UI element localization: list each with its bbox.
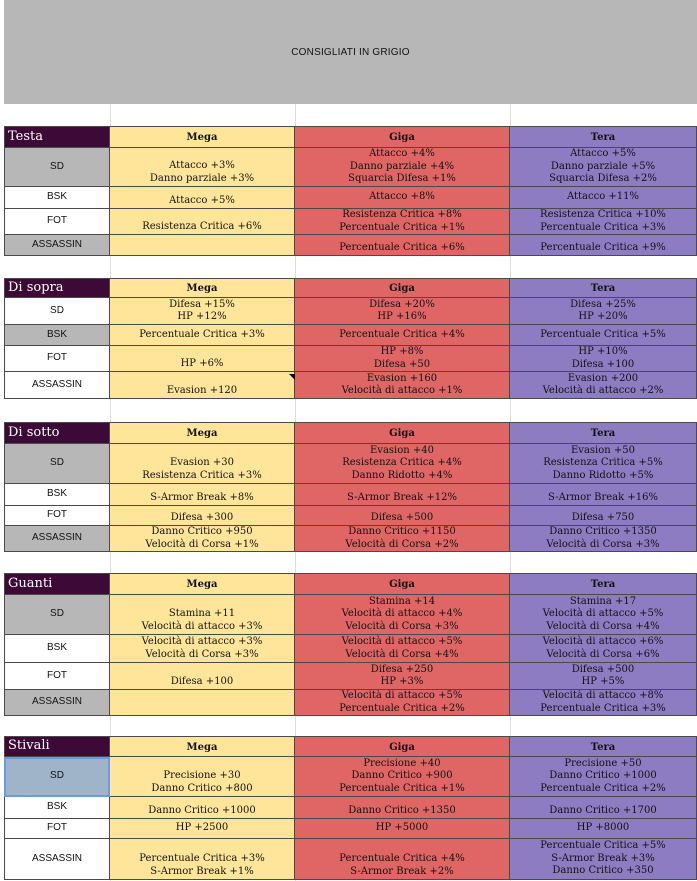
stat-lines	[348, 148, 456, 186]
stat-line: Stamina +17	[569, 595, 637, 607]
stat-lines	[374, 346, 430, 371]
stat-line: Velocità di Corsa +1%	[145, 538, 259, 550]
stat-line: Difesa +300	[170, 511, 234, 523]
stat-lines	[572, 346, 635, 371]
stat-line: S-Armor Break +2%	[350, 865, 454, 877]
stat-cell-mega[interactable]	[110, 484, 295, 506]
stat-cell-giga[interactable]	[295, 148, 510, 187]
table-row	[4, 346, 697, 372]
stat-line: Stamina +14	[368, 595, 436, 607]
stat-cell-giga[interactable]	[295, 187, 510, 209]
stat-lines	[339, 242, 464, 255]
section-title[interactable]: Guanti	[4, 573, 110, 595]
stat-cell-giga[interactable]	[295, 595, 510, 635]
stat-cell-giga[interactable]	[295, 372, 510, 399]
stat-lines	[543, 445, 663, 483]
stat-lines	[376, 822, 428, 835]
stat-line: Velocità di Corsa +4%	[546, 620, 660, 632]
stat-line: Evasion +30	[170, 457, 234, 468]
stat-cell-giga[interactable]	[295, 325, 510, 346]
class-label[interactable]: ASSASSIN	[4, 690, 110, 716]
stat-line: Stamina +11	[168, 608, 236, 619]
class-label[interactable]: ASSASSIN	[4, 839, 110, 880]
stat-line: Danno Critico +1000	[148, 804, 256, 816]
stat-lines	[171, 512, 234, 525]
stat-line: Precisione +30	[163, 770, 241, 781]
stat-line: Velocità di Corsa +3%	[546, 538, 660, 550]
stat-lines	[142, 636, 263, 661]
stat-cell-tera[interactable]	[510, 506, 697, 526]
stat-cell-mega[interactable]	[110, 635, 295, 663]
stat-cell-mega[interactable]	[110, 797, 295, 819]
tier-header-giga[interactable]: Giga	[295, 278, 510, 298]
stat-lines	[567, 191, 639, 204]
stat-cell-giga[interactable]	[295, 797, 510, 819]
stat-line: Resistenza Critica +8%	[342, 209, 462, 220]
stat-line: S-Armor Break +12%	[347, 491, 457, 503]
tier-header-giga[interactable]: Giga	[295, 573, 510, 595]
stat-line: HP +5000	[375, 822, 429, 834]
tier-header-tera[interactable]: Tera	[510, 126, 697, 148]
stat-cell-mega[interactable]	[110, 209, 295, 235]
class-label[interactable]: SD	[4, 757, 110, 797]
stat-line: Difesa +500	[571, 663, 635, 675]
stat-line: Velocità di attacco +5%	[341, 636, 463, 647]
stat-line: HP +3%	[380, 676, 424, 687]
stat-cell-giga[interactable]	[295, 757, 510, 797]
stat-cell-tera[interactable]	[510, 690, 697, 716]
stat-lines	[339, 329, 464, 342]
stat-lines	[342, 373, 463, 398]
stat-lines	[339, 209, 464, 234]
stat-cell-tera[interactable]	[510, 148, 697, 187]
table-row	[4, 595, 697, 635]
class-label[interactable]: ASSASSIN	[4, 526, 110, 552]
stat-cell-giga[interactable]	[295, 663, 510, 690]
stat-cell-giga[interactable]	[295, 526, 510, 552]
stat-line: Danno parziale +3%	[149, 172, 255, 184]
stat-lines	[540, 758, 665, 796]
stat-line: Velocità di attacco +5%	[341, 690, 463, 701]
tier-header-mega[interactable]: Mega	[110, 573, 295, 595]
stat-line: Attacco +3%	[169, 160, 235, 171]
stat-line: Danno parziale +5%	[550, 160, 656, 172]
stat-line: Precisione +50	[564, 757, 642, 769]
stat-lines	[142, 457, 262, 482]
stat-lines	[577, 822, 629, 835]
section-header-row	[4, 278, 697, 298]
stat-cell-mega[interactable]	[110, 526, 295, 552]
stat-cell-tera[interactable]	[510, 209, 697, 235]
stat-cell-mega[interactable]	[110, 506, 295, 526]
stat-line: Squarcia Difesa +2%	[549, 173, 657, 185]
stat-lines	[543, 596, 664, 634]
stat-line: Danno Critico +950	[151, 526, 253, 537]
stat-line: Difesa +100	[571, 358, 635, 370]
stat-cell-giga[interactable]	[295, 484, 510, 506]
tier-header-tera[interactable]: Tera	[510, 736, 697, 757]
stat-cell-giga[interactable]	[295, 298, 510, 325]
stat-line: S-Armor Break +8%	[150, 491, 254, 503]
class-label[interactable]: SD	[4, 148, 110, 187]
stat-lines	[549, 148, 657, 186]
stat-line: Percentuale Critica +4%	[339, 328, 465, 340]
stat-lines	[540, 209, 666, 234]
stat-line: Velocità di attacco +8%	[542, 690, 664, 701]
stat-lines	[142, 221, 262, 234]
table-row	[4, 819, 697, 839]
stat-cell-tera[interactable]	[510, 298, 697, 325]
stat-line: Danno Critico +1000	[549, 770, 657, 782]
tier-header-giga[interactable]: Giga	[295, 736, 510, 757]
stat-line: Percentuale Critica +4%	[339, 853, 465, 864]
class-label[interactable]: FOT	[4, 506, 110, 526]
stat-cell-giga[interactable]	[295, 506, 510, 526]
table-row	[4, 635, 697, 663]
stat-cell-giga[interactable]	[295, 839, 510, 880]
class-label[interactable]: BSK	[4, 325, 110, 346]
stat-line: Danno Critico +350	[552, 865, 654, 877]
stat-line: Resistenza Critica +4%	[342, 457, 462, 469]
stat-line: Percentuale Critica +1%	[339, 221, 465, 233]
stat-cell-mega[interactable]	[110, 690, 295, 716]
stat-line: HP +10%	[578, 346, 628, 357]
stat-line: Attacco +8%	[369, 191, 435, 203]
stat-line: Resistenza Critica +5%	[543, 457, 663, 469]
stat-cell-tera[interactable]	[510, 663, 697, 690]
section-header-row	[4, 422, 697, 444]
stat-line: Percentuale Critica +6%	[339, 241, 465, 253]
stat-line: HP +8000	[576, 822, 630, 834]
stat-line: Velocità di Corsa +6%	[546, 648, 660, 660]
stat-lines	[151, 770, 252, 795]
stat-cell-giga[interactable]	[295, 635, 510, 663]
stat-lines	[169, 195, 235, 208]
stat-lines	[546, 526, 659, 551]
section-title[interactable]: Di sotto	[4, 422, 110, 444]
stat-lines	[142, 608, 263, 633]
stat-line: Difesa +100	[170, 675, 234, 687]
stat-cell-giga[interactable]	[295, 690, 510, 716]
stat-line: Percentuale Critica +3%	[139, 328, 265, 340]
stat-line: Danno Ridotto +5%	[552, 469, 654, 481]
stat-line: Difesa +15%	[169, 298, 235, 310]
stat-line: Velocità di attacco +4%	[341, 608, 463, 620]
stat-cell-mega[interactable]	[110, 148, 295, 187]
stat-lines	[548, 492, 658, 505]
table-row	[4, 187, 697, 209]
class-label[interactable]: BSK	[4, 484, 110, 506]
stat-lines	[371, 664, 434, 689]
table-row	[4, 797, 697, 819]
stat-cell-mega[interactable]	[110, 235, 295, 256]
stat-line: HP +2500	[175, 822, 229, 834]
class-label[interactable]: BSK	[4, 635, 110, 663]
stat-cell-mega[interactable]	[110, 325, 295, 346]
stat-line: Velocità di attacco +5%	[542, 608, 664, 620]
stat-line: HP +5%	[581, 676, 625, 687]
stat-line: Velocità di Corsa +2%	[345, 538, 459, 550]
stat-line: S-Armor Break +16%	[548, 491, 658, 503]
class-label[interactable]: FOT	[4, 663, 110, 690]
stat-line: HP +16%	[377, 311, 427, 322]
table-row	[4, 839, 697, 880]
tier-header-giga[interactable]: Giga	[295, 422, 510, 444]
stat-line: Percentuale Critica +3%	[540, 702, 666, 714]
stat-line: Attacco +5%	[570, 148, 636, 160]
stat-lines	[181, 358, 224, 371]
stat-lines	[339, 758, 464, 796]
stat-lines	[139, 329, 264, 342]
stat-line: HP +20%	[578, 311, 628, 322]
stat-lines	[171, 676, 234, 689]
stat-line: Difesa +500	[370, 511, 434, 523]
stat-line: Precisione +40	[363, 757, 441, 769]
stat-cell-tera[interactable]	[510, 839, 697, 880]
section-header-row	[4, 126, 697, 148]
stat-line: Percentuale Critica +9%	[540, 241, 666, 253]
table-row	[4, 148, 697, 187]
stat-lines	[139, 853, 264, 878]
stat-lines	[543, 636, 664, 661]
tier-header-giga[interactable]: Giga	[295, 126, 510, 148]
stat-cell-mega[interactable]	[110, 839, 295, 880]
stat-line: Difesa +20%	[369, 298, 435, 310]
class-label[interactable]: SD	[4, 595, 110, 635]
class-label[interactable]: FOT	[4, 346, 110, 372]
table-row	[4, 209, 697, 235]
table-row	[4, 298, 697, 325]
stat-lines	[369, 191, 435, 204]
stat-cell-mega[interactable]	[110, 372, 295, 399]
stat-cell-mega[interactable]	[110, 757, 295, 797]
stat-lines	[150, 492, 254, 505]
stat-line: HP +6%	[180, 357, 224, 369]
stat-cell-tera[interactable]	[510, 372, 697, 399]
stat-cell-tera[interactable]	[510, 757, 697, 797]
table-row	[4, 372, 697, 399]
table-row	[4, 757, 697, 797]
stat-line: Resistenza Critica +6%	[142, 220, 262, 232]
stat-line: Danno Ridotto +4%	[351, 469, 453, 481]
stat-lines	[369, 299, 435, 324]
stat-cell-tera[interactable]	[510, 187, 697, 209]
stat-line: Danno Critico +800	[151, 782, 253, 794]
stat-lines	[540, 329, 665, 342]
stat-line: Squarcia Difesa +1%	[348, 173, 456, 185]
stat-line: Velocità di Corsa +3%	[145, 648, 259, 660]
stat-line: Velocità di attacco +3%	[141, 620, 263, 632]
table-row	[4, 526, 697, 552]
stat-lines	[176, 822, 228, 835]
stat-line: Velocità di attacco +3%	[141, 636, 263, 647]
stat-cell-tera[interactable]	[510, 235, 697, 256]
tier-header-tera[interactable]: Tera	[510, 573, 697, 595]
stat-line: Percentuale Critica +3%	[139, 853, 265, 864]
stat-cell-tera[interactable]	[510, 595, 697, 635]
stat-line: Percentuale Critica +3%	[540, 221, 666, 233]
stat-line: S-Armor Break +1%	[150, 865, 254, 877]
stat-line: HP +12%	[177, 311, 227, 322]
stat-line: Percentuale Critica +2%	[540, 782, 666, 794]
section-header-row	[4, 573, 697, 595]
stat-line: Evasion +120	[166, 384, 238, 396]
stat-line: Evasion +40	[370, 444, 434, 456]
class-label[interactable]: FOT	[4, 209, 110, 235]
stat-lines	[540, 242, 665, 255]
stat-lines	[572, 512, 635, 525]
stat-line: Percentuale Critica +2%	[339, 702, 465, 714]
stat-line: Difesa +25%	[570, 298, 636, 310]
stat-line: Evasion +200	[567, 372, 639, 384]
stat-lines	[342, 596, 463, 634]
stat-line: Attacco +11%	[566, 191, 640, 203]
class-label[interactable]: SD	[4, 444, 110, 484]
stat-line: Danno Critico +1350	[549, 526, 657, 537]
stat-cell-tera[interactable]	[510, 797, 697, 819]
tier-header-tera[interactable]: Tera	[510, 278, 697, 298]
stat-cell-mega[interactable]	[110, 444, 295, 484]
table-row	[4, 444, 697, 484]
stat-line: Danno Critico +1350	[348, 804, 456, 816]
stat-line: Percentuale Critica +5%	[540, 328, 666, 340]
table-row	[4, 690, 697, 716]
stat-line: Resistenza Critica +10%	[540, 209, 666, 220]
stat-lines	[339, 853, 464, 878]
table-row	[4, 663, 697, 690]
stat-lines	[572, 664, 635, 689]
stat-line: Velocità di Corsa +3%	[345, 620, 459, 632]
table-row	[4, 325, 697, 346]
stat-cell-tera[interactable]	[510, 346, 697, 372]
stat-line: HP +8%	[380, 346, 424, 357]
stat-cell-mega[interactable]	[110, 298, 295, 325]
tier-header-mega[interactable]: Mega	[110, 278, 295, 298]
stat-lines	[339, 690, 464, 715]
stat-cell-tera[interactable]	[510, 484, 697, 506]
stat-cell-giga[interactable]	[295, 444, 510, 484]
class-label[interactable]: SD	[4, 298, 110, 325]
section-title[interactable]: Testa	[4, 126, 110, 148]
class-label[interactable]: FOT	[4, 819, 110, 839]
stat-cell-mega[interactable]	[110, 663, 295, 690]
stat-cell-giga[interactable]	[295, 819, 510, 839]
title-banner[interactable]	[4, 0, 697, 104]
stat-lines	[371, 512, 434, 525]
stat-lines	[540, 840, 665, 878]
stat-line: Difesa +50	[373, 358, 431, 370]
stat-lines	[543, 373, 664, 398]
class-label[interactable]: BSK	[4, 797, 110, 819]
tier-header-tera[interactable]: Tera	[510, 422, 697, 444]
stat-lines	[348, 805, 456, 818]
stat-cell-mega[interactable]	[110, 346, 295, 372]
stat-lines	[145, 526, 258, 551]
stat-lines	[540, 690, 665, 715]
stat-line: Danno Critico +1150	[348, 526, 456, 537]
tier-header-mega[interactable]: Mega	[110, 422, 295, 444]
stat-line: Danno Critico +1700	[549, 804, 657, 816]
stat-cell-mega[interactable]	[110, 595, 295, 635]
tier-header-mega[interactable]: Mega	[110, 736, 295, 757]
stat-line: Velocità di attacco +1%	[341, 385, 463, 396]
stat-lines	[167, 385, 237, 398]
stat-lines	[347, 492, 457, 505]
stat-line: Velocità di attacco +6%	[542, 636, 664, 647]
stat-line: Velocità di Corsa +4%	[345, 648, 459, 660]
stat-line: Velocità di attacco +2%	[542, 385, 664, 396]
stat-cell-giga[interactable]	[295, 209, 510, 235]
stat-lines	[148, 805, 256, 818]
stat-line: Danno Critico +900	[351, 770, 453, 782]
stat-line: Evasion +50	[571, 444, 635, 456]
stat-line: Resistenza Critica +3%	[142, 469, 262, 481]
stat-line: Attacco +5%	[169, 194, 235, 206]
stat-cell-tera[interactable]	[510, 325, 697, 346]
stat-line: Attacco +4%	[369, 148, 435, 160]
stat-cell-tera[interactable]	[510, 819, 697, 839]
stat-line: Evasion +160	[366, 372, 438, 384]
stat-cell-mega[interactable]	[110, 819, 295, 839]
stat-line: Percentuale Critica +1%	[339, 782, 465, 794]
section-title[interactable]: Di sopra	[4, 278, 110, 298]
stat-cell-mega[interactable]	[110, 187, 295, 209]
stat-lines	[549, 805, 657, 818]
tier-header-mega[interactable]: Mega	[110, 126, 295, 148]
comment-indicator-icon[interactable]	[289, 374, 295, 380]
stat-line: Danno parziale +4%	[349, 160, 455, 172]
stat-cell-tera[interactable]	[510, 635, 697, 663]
stat-cell-tera[interactable]	[510, 526, 697, 552]
table-row	[4, 484, 697, 506]
stat-lines	[570, 299, 636, 324]
stat-lines	[169, 299, 235, 324]
stat-cell-tera[interactable]	[510, 444, 697, 484]
class-label[interactable]: ASSASSIN	[4, 372, 110, 399]
stat-cell-giga[interactable]	[295, 346, 510, 372]
section-header-row	[4, 736, 697, 757]
class-label[interactable]: ASSASSIN	[4, 235, 110, 256]
stat-lines	[150, 160, 254, 185]
class-label[interactable]: BSK	[4, 187, 110, 209]
stat-lines	[345, 526, 458, 551]
stat-lines	[342, 636, 463, 661]
stat-line: Difesa +250	[370, 663, 434, 675]
table-row	[4, 506, 697, 526]
stat-line: Difesa +750	[571, 511, 635, 523]
table-row	[4, 235, 697, 256]
section-title[interactable]: Stivali	[4, 736, 110, 757]
stat-line: S-Armor Break +3%	[551, 852, 655, 864]
stat-cell-giga[interactable]	[295, 235, 510, 256]
title-text: CONSIGLIATI IN GRIGIO	[291, 46, 410, 58]
stat-line: Percentuale Critica +5%	[540, 840, 666, 852]
stat-lines	[342, 445, 462, 483]
